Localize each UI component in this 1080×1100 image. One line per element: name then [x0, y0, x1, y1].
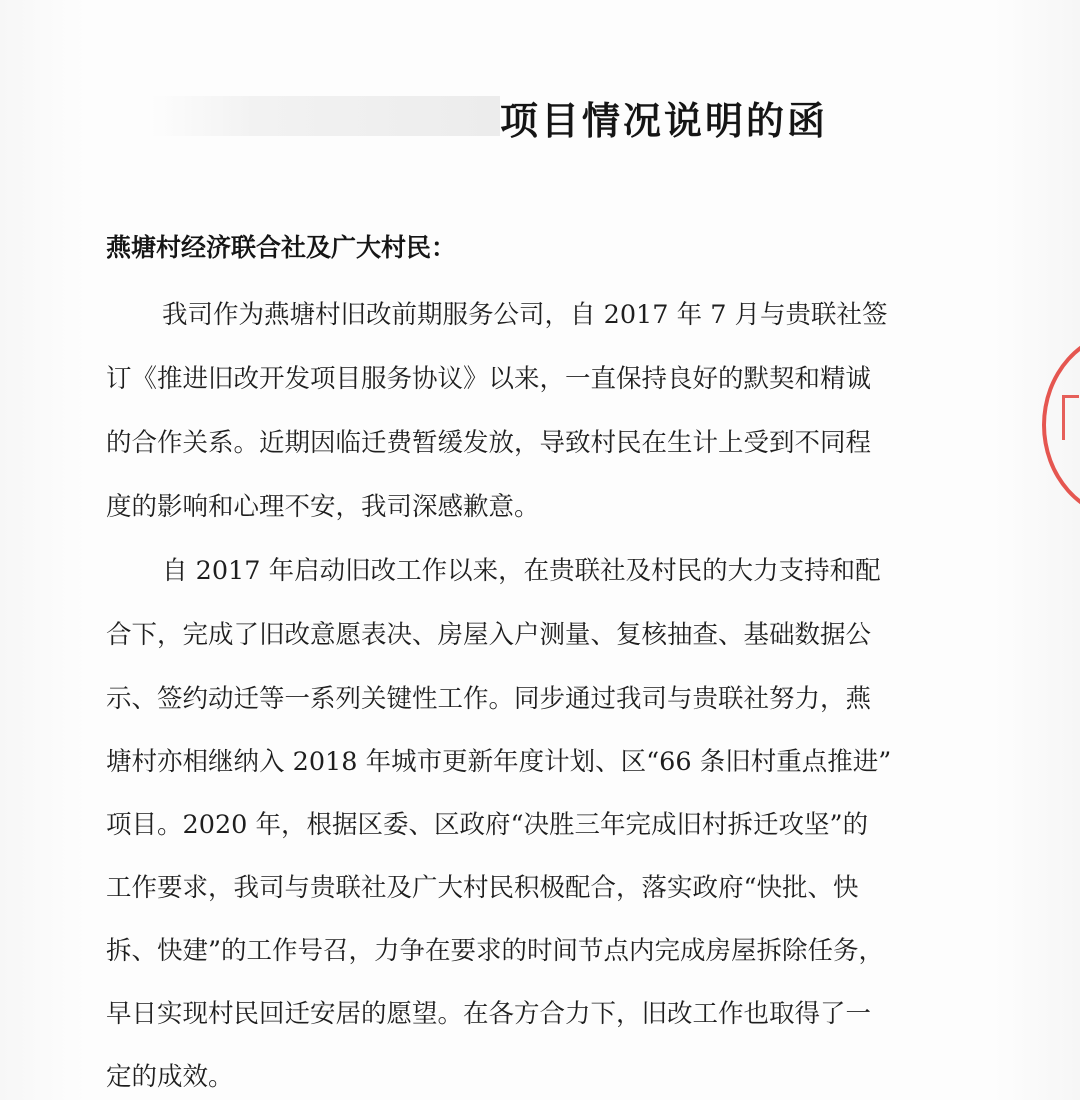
body-line: 定的成效。 — [106, 1062, 234, 1092]
document-title: 项目情况说明的函 — [500, 99, 829, 143]
body-line: 工作要求，我司与贵联社及广大村民积极配合，落实政府“快批、快 — [106, 873, 859, 903]
body-line: 早日实现村民回迁安居的愿望。在各方合力下，旧改工作也取得了一 — [106, 999, 872, 1029]
body-line: 我司作为燕塘村旧改前期服务公司，自 2017 年 7 月与贵联社签 — [162, 300, 888, 330]
body-line: 自 2017 年启动旧改工作以来，在贵联社及村民的大力支持和配 — [162, 556, 881, 586]
body-line: 拆、快建”的工作号召，力争在要求的时间节点内完成房屋拆除任务， — [106, 936, 885, 966]
body-line: 塘村亦相继纳入 2018 年城市更新年度计划、区“66 条旧村重点推进” — [106, 747, 892, 777]
redacted-company-name — [150, 96, 500, 136]
body-line: 示、签约动迁等一系列关键性工作。同步通过我司与贵联社努力，燕 — [106, 684, 872, 714]
body-line: 度的影响和心理不安，我司深感歉意。 — [106, 492, 540, 522]
seal-character-fragment — [1062, 395, 1079, 440]
body-line: 合下，完成了旧改意愿表决、房屋入户测量、复核抽查、基础数据公 — [106, 620, 872, 650]
body-line: 订《推进旧改开发项目服务协议》以来，一直保持良好的默契和精诚 — [106, 364, 872, 394]
body-line: 的合作关系。近期因临迁费暂缓发放，导致村民在生计上受到不同程 — [106, 428, 872, 458]
salutation: 燕塘村经济联合社及广大村民： — [106, 233, 457, 262]
body-line: 项目。2020 年，根据区委、区政府“决胜三年完成旧村拆迁攻坚”的 — [106, 810, 869, 840]
